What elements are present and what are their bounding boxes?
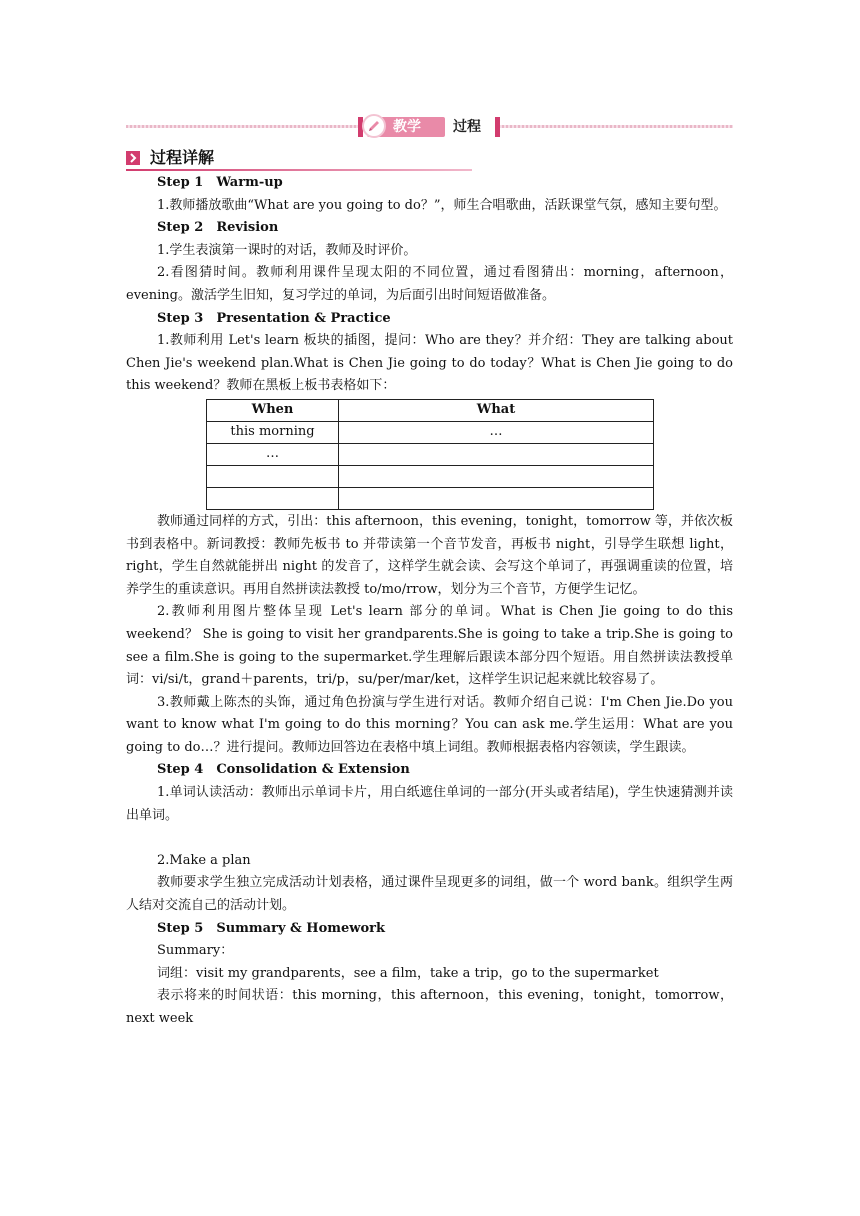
paragraph: 教师要求学生独立完成活动计划表格，通过课件呈现更多的词组，做一个 word bank。组织学生两人结对交流自己的活动计划。 <box>126 875 733 914</box>
paragraph: 1.教师利用 Let's learn 板块的插图，提问：Who are they？并介绍：They are talking about Chen Jie's weekend plan.What is Chen Jie going to do today？What is Chen Jie going to do this weekend？教师在黑板上板书表格如下： <box>126 333 733 394</box>
table-header-cell: When <box>207 399 339 421</box>
paragraph: Summary： <box>157 943 234 959</box>
table-cell: … <box>339 421 654 443</box>
table-row <box>207 465 654 487</box>
badge-label-teaching: 教学 <box>393 119 421 135</box>
table-row <box>207 421 654 443</box>
step-heading: Step 1 Warm-up <box>157 175 283 190</box>
table-header-row <box>207 399 654 421</box>
paragraph: 词组：visit my grandparents，see a film，take a trip，go to the supermarket <box>157 965 659 981</box>
section-heading <box>126 148 472 170</box>
paragraph: 1.学生表演第一课时的对话，教师及时评价。 <box>157 242 417 258</box>
table-cell <box>339 443 654 465</box>
paragraph: 2.教师利用图片整体呈现 Let's learn 部分的单词。What is Chen Jie going to do this weekend？ She is going to visit her grandparents.She is going to take a trip.She is going to see a film.She is going to the supermarket.学生理解后跟读本部分四个短语。用自然拼读法教授单词：vi/si/t，grand＋parents，tri/p，su/per/mar/ket，这样学生识记起来就比较容易了。 <box>126 604 733 688</box>
pencil-icon <box>362 114 386 138</box>
plan-table <box>206 399 654 510</box>
paragraph: 2.看图猜时间。教师利用课件呈现太阳的不同位置，通过看图猜出：morning，afternoon，evening。激活学生旧知，复习学过的单词，为后面引出时间短语做准备。 <box>126 265 733 303</box>
paragraph: 教师通过同样的方式，引出：this afternoon，this evening，tonight，tomorrow 等，并依次板书到表格中。新词教授：教师先板书 to 并带读第一个音节发音，再板书 night，引导学生联想 light，right，学生自然就能拼出 night 的发音了，这样学生就会读、会写这个单词了，再强调重读的位置，培养学生的重读意识。再用自然拼读法教授 to/mo/rrow，划分为三个音节，方便学生记忆。 <box>126 513 733 597</box>
step-heading: Step 5 Summary & Homework <box>157 920 385 936</box>
table-cell <box>339 465 654 487</box>
section-title: 过程详解 <box>150 148 215 167</box>
table-header-cell: What <box>339 399 654 421</box>
table-cell: … <box>207 443 339 465</box>
chevron-right-icon <box>126 151 140 165</box>
header-badge <box>358 116 500 138</box>
table-cell: this morning <box>207 421 339 443</box>
lesson-content <box>126 172 733 1031</box>
step-heading: Step 2 Revision <box>157 220 279 236</box>
step-heading: Step 4 Consolidation & Extension <box>157 762 410 778</box>
table-row <box>207 443 654 465</box>
table-cell <box>339 487 654 509</box>
blank-line <box>126 827 733 850</box>
table-row <box>207 487 654 509</box>
paragraph: 3.教师戴上陈杰的头饰，通过角色扮演与学生进行对话。教师介绍自己说：I'm Chen Jie.Do you want to know what I'm going to do this morning？You can ask me.学生运用：What are you going to do…？进行提问。教师边回答边在表格中填上词组。教师根据表格内容领读，学生跟读。 <box>126 694 733 755</box>
header-band <box>126 116 733 138</box>
badge-right-bracket <box>495 117 500 137</box>
step-heading: Step 3 Presentation & Practice <box>157 310 391 326</box>
table-cell <box>207 465 339 487</box>
paragraph: 1.教师播放歌曲“What are you going to do？”，师生合唱歌曲，活跃课堂气氛，感知主要句型。 <box>157 197 727 213</box>
table-cell <box>207 487 339 509</box>
paragraph: 1.单词认读活动：教师出示单词卡片，用白纸遮住单词的一部分(开头或者结尾)，学生快速猜测并读出单词。 <box>126 785 733 823</box>
section-underline <box>126 169 472 171</box>
paragraph: 表示将来的时间状语：this morning，this afternoon，this evening，tonight，tomorrow，next week <box>126 988 733 1026</box>
paragraph: 2.Make a plan <box>157 852 251 868</box>
badge-label-process: 过程 <box>453 119 481 135</box>
